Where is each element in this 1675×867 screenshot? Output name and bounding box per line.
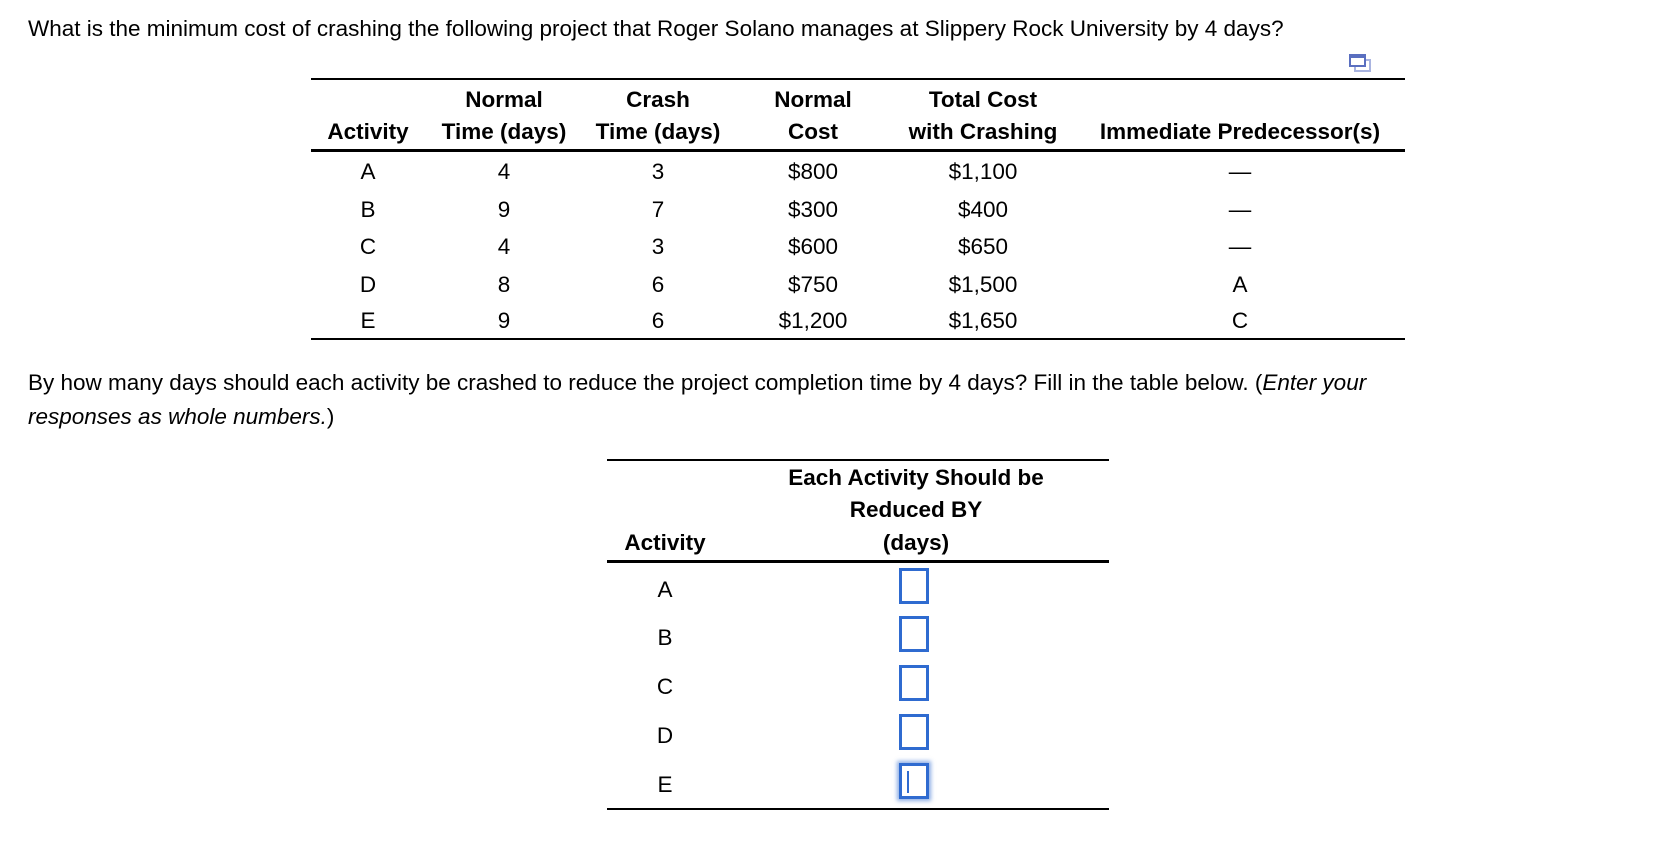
header-normal-time: Time (days) xyxy=(441,119,567,144)
cell-normal-time: 9 xyxy=(497,308,511,333)
table-header-rule xyxy=(311,149,1405,152)
header-normal-cost: Normal xyxy=(774,87,852,112)
question-text: What is the minimum cost of crashing the following project that Roger Solano manages at Slippery Rock University by 4 days? xyxy=(28,16,1284,41)
header-reduce-line-2: Reduced BY xyxy=(849,497,983,522)
cell-total-cost: $1,100 xyxy=(948,159,1018,184)
cell-normal-cost: $1,200 xyxy=(778,308,848,333)
header-normal-time: Normal xyxy=(465,87,543,112)
reduce-days-input-a[interactable] xyxy=(899,568,929,604)
cell-predecessors: C xyxy=(1231,308,1249,333)
table-bottom-rule xyxy=(311,338,1405,340)
cell-normal-time: 4 xyxy=(497,159,511,184)
header-crash-time: Time (days) xyxy=(595,119,721,144)
instruction-italic: Enter your xyxy=(1262,370,1367,395)
cell-total-cost: $400 xyxy=(957,197,1009,222)
cell-activity: B xyxy=(657,625,673,650)
cell-normal-time: 8 xyxy=(497,272,511,297)
cell-normal-time: 9 xyxy=(497,197,511,222)
cell-predecessors: — xyxy=(1228,159,1252,184)
cell-predecessors: A xyxy=(1232,272,1248,297)
instruction-text: By how many days should each activity be crashed to reduce the project completion time by 4 days? Fill in the table below. ( xyxy=(28,370,1263,395)
copy-table-icon[interactable] xyxy=(1348,53,1372,73)
cell-activity: E xyxy=(360,308,376,333)
instruction-text: ) xyxy=(326,404,335,429)
cell-crash-time: 3 xyxy=(651,159,665,184)
cell-activity: C xyxy=(359,234,377,259)
instruction-line-2 xyxy=(28,404,334,430)
header-normal-cost: Cost xyxy=(788,119,838,144)
cell-predecessors: — xyxy=(1228,197,1252,222)
cell-normal-cost: $750 xyxy=(787,272,839,297)
cell-activity: E xyxy=(657,772,673,797)
reduce-days-input-b[interactable] xyxy=(899,616,929,652)
table-header-rule xyxy=(607,560,1109,563)
table-bottom-rule xyxy=(607,808,1109,810)
header-activity: Activity xyxy=(624,530,706,555)
header-predecessors: Immediate Predecessor(s) xyxy=(1099,119,1381,144)
cell-normal-cost: $800 xyxy=(787,159,839,184)
cell-crash-time: 6 xyxy=(651,308,665,333)
cell-total-cost: $1,500 xyxy=(948,272,1018,297)
cell-activity: D xyxy=(359,272,377,297)
cell-activity: A xyxy=(360,159,376,184)
instruction-italic: responses as whole numbers. xyxy=(28,404,327,429)
cell-activity: D xyxy=(656,723,674,748)
table-top-rule xyxy=(311,78,1405,80)
cell-total-cost: $650 xyxy=(957,234,1009,259)
header-activity: Activity xyxy=(327,119,409,144)
header-reduce-line-3: (days) xyxy=(882,530,950,555)
cell-crash-time: 3 xyxy=(651,234,665,259)
cell-predecessors: — xyxy=(1228,234,1252,259)
cell-normal-cost: $600 xyxy=(787,234,839,259)
header-total-cost: Total Cost xyxy=(928,87,1038,112)
cell-activity: B xyxy=(360,197,376,222)
header-reduce-line-1: Each Activity Should be xyxy=(788,465,1044,490)
cell-activity: A xyxy=(657,577,673,602)
table-top-rule xyxy=(607,459,1109,461)
reduce-days-input-c[interactable] xyxy=(899,665,929,701)
header-crash-time: Crash xyxy=(626,87,690,112)
header-total-cost: with Crashing xyxy=(908,119,1058,144)
text-caret xyxy=(907,771,909,793)
cell-activity: C xyxy=(656,674,674,699)
cell-total-cost: $1,650 xyxy=(948,308,1018,333)
instruction-line-1 xyxy=(28,370,1366,396)
cell-normal-cost: $300 xyxy=(787,197,839,222)
cell-crash-time: 6 xyxy=(651,272,665,297)
cell-crash-time: 7 xyxy=(651,197,665,222)
cell-normal-time: 4 xyxy=(497,234,511,259)
reduce-days-input-d[interactable] xyxy=(899,714,929,750)
reduce-days-input-e[interactable] xyxy=(899,763,929,799)
